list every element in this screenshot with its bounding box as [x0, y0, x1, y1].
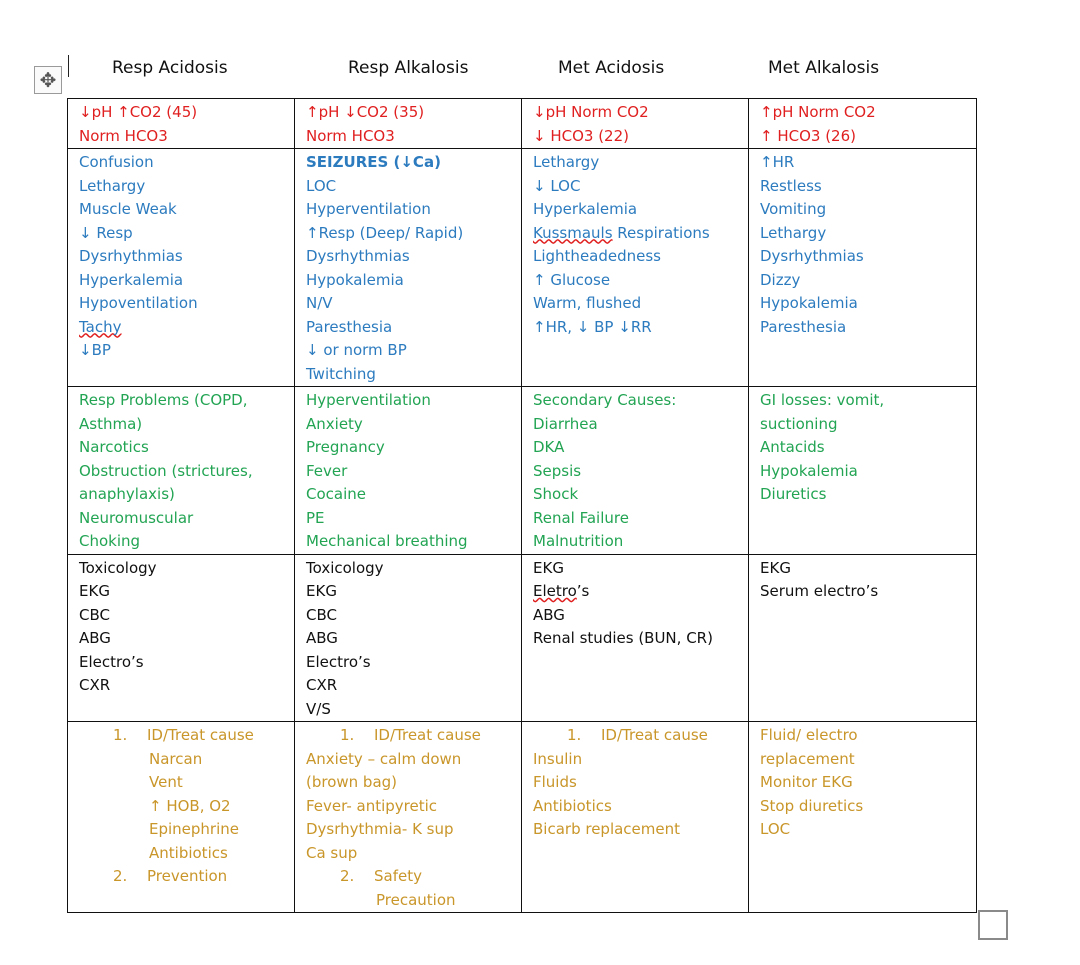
list-text: ID/Treat cause	[374, 726, 481, 744]
cell-line: Fever- antipyretic	[306, 796, 438, 815]
cell-line: LOC	[306, 176, 337, 195]
cell-line: Anxiety – calm down	[306, 749, 462, 768]
table-row	[68, 722, 977, 913]
cell-line: Fluids	[533, 773, 577, 791]
cell-line: ↑pH Norm CO2	[760, 103, 876, 121]
cell-line: ↑Resp (Deep/ Rapid)	[306, 223, 464, 242]
column-header: Resp Alkalosis	[348, 58, 469, 78]
cell-line: Dizzy	[760, 270, 801, 289]
cell-line: CBC	[79, 605, 110, 624]
cell-line: suctioning	[760, 414, 838, 433]
cell-line: Hypokalemia	[760, 461, 858, 480]
table-move-handle-icon[interactable]: ✥	[34, 66, 62, 94]
table-cell[interactable]	[68, 387, 295, 555]
list-text: Safety	[374, 867, 422, 885]
cell-line: Asthma)	[79, 414, 143, 433]
cell-line: Confusion	[79, 153, 154, 171]
cell-line: Lethargy	[760, 223, 827, 242]
table-cell[interactable]	[749, 387, 977, 555]
column-header: Met Alkalosis	[768, 58, 880, 78]
cell-line: V/S	[306, 699, 331, 718]
list-number: 1.	[113, 726, 128, 744]
table-row	[68, 554, 977, 722]
cell-line: Dysrhythmia- K sup	[306, 820, 454, 838]
cell-line: Warm, flushed	[533, 294, 642, 312]
cell-line: Muscle Weak	[79, 200, 177, 218]
cell-line: Diarrhea	[533, 414, 598, 433]
cell-line: CXR	[79, 676, 111, 694]
cell-line: Dysrhythmias	[306, 247, 410, 265]
cell-line: Narcotics	[79, 438, 149, 456]
cell-line: Antibiotics	[149, 843, 228, 862]
cell-line: Renal studies (BUN, CR)	[533, 629, 713, 647]
cell-line: PE	[306, 508, 325, 527]
cell-line: Cocaine	[306, 485, 366, 503]
cell-line: EKG	[533, 558, 564, 577]
cell-line: GI losses: vomit,	[760, 391, 885, 409]
cell-line: ↓pH Norm CO2	[533, 103, 649, 121]
list-number: 2.	[340, 867, 355, 885]
cell-line: Epinephrine	[149, 820, 239, 838]
cell-line: Hypokalemia	[760, 294, 858, 312]
cell-line	[306, 724, 515, 748]
table-cell[interactable]	[522, 722, 749, 913]
cell-line: Sepsis	[533, 461, 582, 480]
cell-line: ↓ LOC	[533, 176, 581, 195]
cell-line: Fluid/ electro	[760, 726, 858, 744]
cell-line: ↑ HOB, O2	[149, 796, 231, 815]
cell-line: LOC	[760, 820, 791, 838]
cell-line: Antacids	[760, 438, 825, 456]
table-cell[interactable]	[295, 722, 522, 913]
table-cell[interactable]	[749, 99, 977, 149]
cell-line: Paresthesia	[306, 317, 393, 336]
cell-line: ABG	[533, 605, 565, 624]
cell-line	[79, 316, 288, 340]
cell-line: Hyperkalemia	[79, 270, 184, 289]
cell-line: (brown bag)	[306, 773, 398, 791]
table-cell[interactable]	[749, 149, 977, 387]
cell-line: Twitching	[306, 364, 376, 383]
cell-line	[79, 865, 288, 889]
cell-line: ↓ or norm BP	[306, 341, 407, 359]
list-number: 1.	[340, 726, 355, 744]
table-resize-handle[interactable]	[978, 910, 1008, 940]
cell-line: SEIZURES (↓Ca)	[306, 153, 441, 171]
table-cell[interactable]	[295, 99, 522, 149]
table-row	[68, 149, 977, 387]
cell-line: Lethargy	[533, 153, 600, 171]
cell-line: Kussmauls Respirations	[533, 223, 710, 242]
table-row	[68, 99, 977, 149]
list-text: Prevention	[147, 867, 228, 885]
cell-line: Hypokalemia	[306, 270, 404, 289]
spelling-flag: Kussmauls	[533, 223, 613, 242]
table-cell[interactable]	[522, 99, 749, 149]
cell-line: Antibiotics	[533, 796, 612, 815]
cell-line: Diuretics	[760, 485, 827, 503]
cell-line: Vent	[149, 773, 183, 791]
cell-line: ↑pH ↓CO2 (35)	[306, 103, 425, 121]
cell-line: ↑ HCO3 (26)	[760, 126, 856, 145]
table-cell[interactable]	[749, 722, 977, 913]
column-header: Met Acidosis	[558, 58, 665, 78]
cell-line: EKG	[79, 582, 110, 600]
cell-line: Restless	[760, 176, 822, 195]
cell-line: ↑ Glucose	[533, 270, 611, 289]
text-cursor	[68, 55, 69, 77]
cell-line: Shock	[533, 485, 579, 503]
cell-line: anaphylaxis)	[79, 485, 175, 503]
cell-line: Fever	[306, 461, 348, 480]
cell-line: ABG	[79, 629, 111, 647]
table-cell[interactable]	[749, 554, 977, 722]
cell-line: Choking	[79, 532, 141, 550]
cell-line: ↓ Resp	[79, 223, 133, 242]
cell-line: Insulin	[533, 749, 583, 768]
cell-line: Ca sup	[306, 843, 358, 862]
cell-line: Mechanical breathing	[306, 532, 468, 550]
table-cell[interactable]	[68, 99, 295, 149]
cell-line: EKG	[306, 582, 337, 600]
cell-line: Stop diuretics	[760, 796, 864, 815]
cell-line: Hyperventilation	[306, 200, 431, 218]
cell-line: Secondary Causes:	[533, 391, 677, 409]
table-cell[interactable]	[295, 554, 522, 722]
cell-line: Renal Failure	[533, 508, 629, 527]
cell-line: ABG	[306, 629, 338, 647]
cell-line: Lightheadedness	[533, 247, 661, 265]
cell-line: ↓ HCO3 (22)	[533, 126, 629, 145]
list-number: 2.	[113, 867, 128, 885]
cell-line: Electro’s	[306, 652, 371, 671]
cell-line: Vomiting	[760, 200, 827, 218]
table-cell[interactable]	[522, 554, 749, 722]
column-header: Resp Acidosis	[112, 58, 228, 78]
table-cell[interactable]	[295, 387, 522, 555]
cell-line: Narcan	[149, 749, 203, 768]
cell-line: Dysrhythmias	[79, 247, 183, 265]
table-cell[interactable]	[522, 387, 749, 555]
cell-line: DKA	[533, 438, 565, 456]
cell-line: EKG	[760, 558, 791, 577]
cell-line: Obstruction (strictures,	[79, 461, 253, 480]
cell-line: Serum electro’s	[760, 582, 879, 600]
cell-line	[79, 724, 288, 748]
spelling-flag: Tachy	[79, 317, 122, 336]
cell-line: Paresthesia	[760, 317, 847, 336]
cell-line: Toxicology	[306, 558, 384, 577]
table-row	[68, 387, 977, 555]
table-cell[interactable]	[68, 722, 295, 913]
cell-line: Dysrhythmias	[760, 247, 864, 265]
cell-line: ↓pH ↑CO2 (45)	[79, 103, 198, 121]
acid-base-table	[67, 98, 977, 913]
cell-line: Lethargy	[79, 176, 146, 195]
cell-line: Precaution	[376, 890, 456, 909]
cell-line: Anxiety	[306, 414, 363, 433]
list-text: ID/Treat cause	[147, 726, 254, 744]
cell-line: Resp Problems (COPD,	[79, 391, 248, 409]
cell-line: N/V	[306, 294, 333, 312]
cell-line: Pregnancy	[306, 438, 385, 456]
cell-line: Monitor EKG	[760, 773, 853, 791]
cell-line: Hypoventilation	[79, 294, 198, 312]
list-text: ID/Treat cause	[601, 726, 708, 744]
cell-line: replacement	[760, 749, 855, 768]
cell-line: CBC	[306, 605, 337, 624]
list-number: 1.	[567, 726, 582, 744]
cell-line: Norm HCO3	[79, 126, 168, 145]
table-cell[interactable]	[295, 149, 522, 387]
table-cell[interactable]	[68, 554, 295, 722]
cell-line	[306, 865, 515, 889]
cell-line: Neuromuscular	[79, 508, 194, 527]
table-cell[interactable]	[522, 149, 749, 387]
cell-line: Norm HCO3	[306, 126, 395, 145]
cell-line: Electro’s	[79, 652, 144, 671]
cell-line: ↑HR	[760, 153, 795, 171]
cell-line: Hyperventilation	[306, 391, 431, 409]
cell-line: ↓BP	[79, 341, 111, 359]
cell-line: Hyperkalemia	[533, 200, 638, 218]
cell-line: ↑HR, ↓ BP ↓RR	[533, 317, 652, 336]
cell-line: CXR	[306, 676, 338, 694]
cell-line: Eletro’s	[533, 582, 590, 600]
cell-line: Malnutrition	[533, 532, 624, 550]
spelling-flag: Eletro	[533, 582, 577, 600]
cell-line: Bicarb replacement	[533, 820, 681, 838]
cell-line	[533, 724, 742, 748]
cell-line: Toxicology	[79, 558, 157, 577]
table-cell[interactable]	[68, 149, 295, 387]
